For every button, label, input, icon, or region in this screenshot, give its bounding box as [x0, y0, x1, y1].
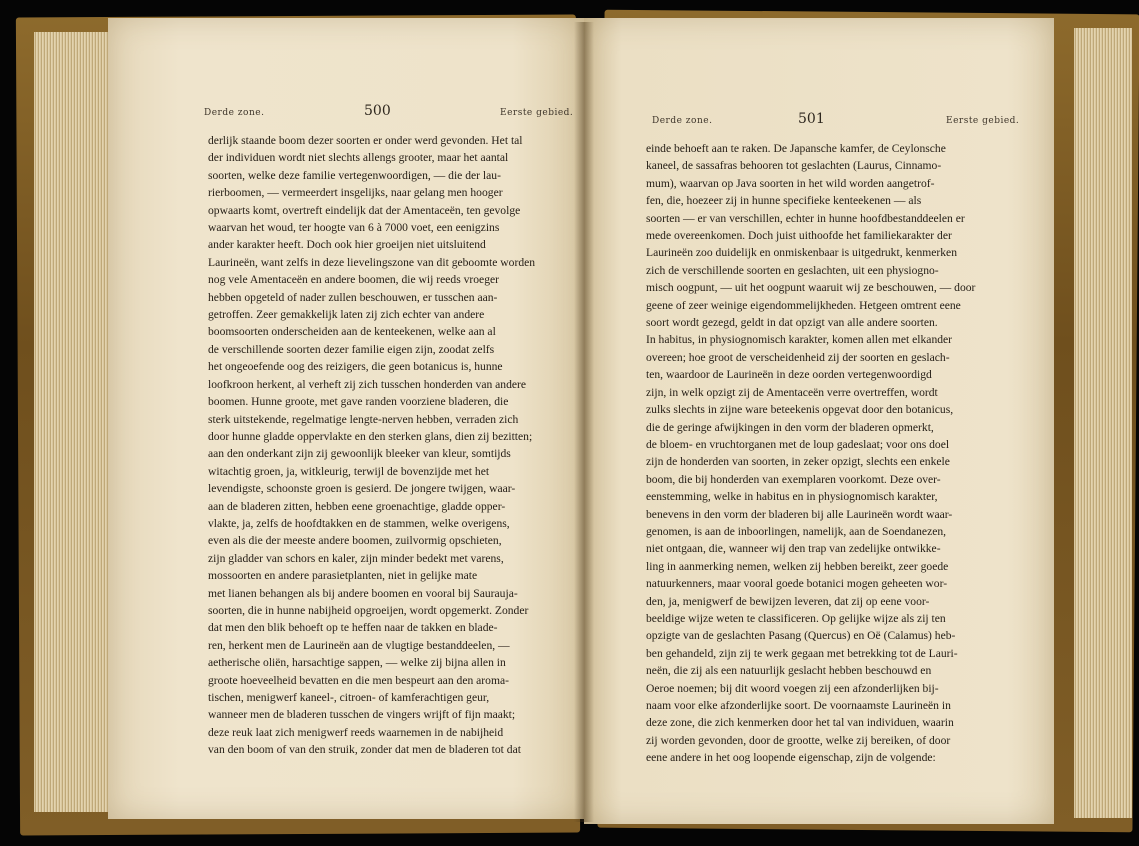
- text-line: eenstemming, welke in habitus en in physiognomisch karakter,: [646, 490, 938, 504]
- text-line: zulks slechts in zijne ware beteekenis opgevat door den botanicus,: [646, 403, 954, 417]
- text-line: wanneer men de bladeren tusschen de vingers wrijft of fijn maakt;: [208, 708, 516, 722]
- text-line: misch oogpunt, — uit het oogpunt waaruit wij ze beschouwen, — door: [646, 281, 976, 295]
- text-line: opwaarts komt, overtreft eindelijk dat der Amentaceën, ten gevolge: [208, 203, 521, 217]
- text-line: rierboomen, — vermeerdert insgelijks, naar gelang men hooger: [208, 186, 503, 200]
- text-line: waarvan het woud, ter hoogte van 6 à 7000 voet, een eenigzins: [208, 221, 500, 235]
- text-line: niet ontgaan, die, wanneer wij den trap van zedelijke ontwikke-: [646, 542, 941, 556]
- text-line: ander karakter heeft. Doch ook hier groeijen niet uitsluitend: [208, 238, 486, 252]
- text-line: soorten — er van verschillen, echter in hunne hoofdbestanddeelen er: [646, 211, 965, 225]
- text-line: den, ja, menigwerf de bewijzen leveren, dat zij op eene voor-: [646, 594, 930, 608]
- text-line: overeen; hoe groot de verscheidenheid zij der soorten en geslach-: [646, 350, 950, 364]
- text-line: boom, die bij honderden van exemplaren voorkomt. Deze over-: [646, 472, 941, 486]
- text-line: even als die der meeste andere boomen, zuilvormig opschieten,: [208, 534, 502, 548]
- text-line: eene andere in het oog loopende eigenschap, zijn de volgende:: [646, 751, 936, 765]
- text-line: deze zone, die zich kenmerken door het tal van individuen, waarin: [646, 716, 954, 730]
- text-line: der individuen wordt niet slechts allengs grooter, maar het aantal: [208, 151, 509, 165]
- text-line: Laurineën, want zelfs in deze lievelingszone van dit geboomte worden: [208, 255, 536, 269]
- right-running-header-right: Eerste gebied.: [946, 116, 1020, 126]
- text-line: het ongeoefende oog des reizigers, die geen botanicus is, hunne: [208, 360, 503, 374]
- text-line: natuurkenners, maar vooral goede botanici mogen geheeten wor-: [646, 577, 948, 591]
- text-line: ren, herkent men de Laurineën aan de vlugtige bestanddeelen, —: [208, 638, 510, 652]
- text-line: hebben opgeteld of nader zullen beschouwen, er tusschen aan-: [208, 290, 498, 304]
- text-line: boomen. Hunne groote, met gave randen voorziene bladeren, die: [208, 395, 509, 409]
- text-line: soorten, die in hunne nabijheid opgroeijen, wordt opgemerkt. Zonder: [208, 603, 529, 617]
- text-line: beeldige wijze weten te classificeren. Op gelijke wijze als zij ten: [646, 611, 946, 625]
- left-page: [108, 18, 584, 819]
- text-line: soort wordt gezegd, geldt in dat opzigt van alle andere soorten.: [646, 316, 938, 330]
- right-page: [584, 18, 1054, 824]
- text-line: nog vele Amentaceën en andere boomen, die wij reeds vroeger: [208, 273, 500, 287]
- text-line: einde behoeft aan te raken. De Japansche kamfer, de Ceylonsche: [646, 142, 946, 155]
- left-page-body: [208, 132, 558, 759]
- text-line: naam voor elke afzonderlijke soort. De voornaamste Laurineën in: [646, 699, 951, 712]
- text-line: aan de bladeren zitten, hebben eene groenachtige, gladde opper-: [208, 499, 506, 513]
- text-line: soorten, welke deze familie vertegenwoordigen, — die der lau-: [208, 168, 501, 182]
- text-line: van den boom of van den struik, zonder dat men de bladeren tot dat: [208, 743, 521, 757]
- text-line: vlakte, ja, zelfs de hoofdtakken en de stammen, welke overigens,: [208, 516, 510, 530]
- text-line: met lianen behangen als bij andere boomen en vooral bij Sauraujа-: [208, 586, 518, 600]
- text-line: benevens in den vorm der bladeren bij alle Laurineën wordt waar-: [646, 507, 953, 521]
- text-line: die de geringe afwijkingen in den vorm der bladeren opmerkt,: [646, 420, 934, 434]
- text-line: boomsoorten onderscheiden aan de kenteekenen, welke aan al: [208, 325, 496, 339]
- text-line: deze reuk laat zich menigwerf reeds waarnemen in de nabijheid: [208, 725, 504, 739]
- text-line: neën, die zij als een natuurlijk geslacht hebben beschouwd en: [646, 664, 932, 678]
- text-line: aetherische oliën, harsachtige sappen, — welke zij bijna allen in: [208, 656, 506, 670]
- book-gutter: [574, 22, 594, 822]
- text-line: derlijk staande boom dezer soorten er onder werd gevonden. Het tal: [208, 134, 523, 147]
- text-line: In habitus, in physiognomisch karakter, komen allen met elkander: [646, 333, 953, 347]
- text-line: loofkroon herkent, al verheft zij zich tusschen honderden van andere: [208, 377, 527, 391]
- text-line: zij worden gevonden, door de grootte, welke zij bereiken, of door: [646, 733, 951, 747]
- right-page-number: 501: [798, 111, 825, 127]
- text-line: zijn, in welk opzigt zij de Amentaceën verre overtreffen, wordt: [646, 385, 938, 399]
- text-line: zijn gladder van schors en kaler, zijn minder bedekt met varens,: [208, 551, 504, 565]
- right-running-header-left: Derde zone.: [652, 116, 713, 126]
- open-book: [18, 8, 1134, 840]
- text-line: door hunne gladde oppervlakte en den sterken glans, dien zij bezitten;: [208, 429, 533, 443]
- text-line: kaneel, de sassafras behooren tot geslachten (Laurus, Cinnamo-: [646, 159, 942, 173]
- text-line: zich de verschillende soorten en geslachten, uit een physiogno-: [646, 263, 939, 277]
- text-line: Laurineën zoo duidelijk en onmiskenbaar is uitgedrukt, kenmerken: [646, 246, 958, 260]
- text-line: ten, waardoor de Laurineën in deze oorden vertegenwoordigd: [646, 368, 932, 382]
- text-line: de verschillende soorten dezer familie eigen zijn, zoodat zelfs: [208, 342, 495, 356]
- text-line: dat men den blik behoeft op te heffen naar de takken en blade-: [208, 621, 498, 635]
- page-edges-right: [1074, 28, 1132, 818]
- text-line: getroffen. Zeer gemakkelijk laten zij zich echter van andere: [208, 308, 485, 322]
- text-line: mum), waarvan op Java soorten in het wild worden aangetrof-: [646, 176, 935, 190]
- text-line: aan den onderkant zijn zij gewoonlijk bleeker van kleur, somtijds: [208, 447, 511, 461]
- text-line: opzigte van de geslachten Pasang (Quercus) en Oë (Calamus) heb-: [646, 629, 956, 643]
- text-line: levendigste, schoonste groen is gesierd. De jongere twijgen, waar-: [208, 482, 516, 496]
- left-running-header-left: Derde zone.: [204, 108, 265, 118]
- right-page-body: [646, 140, 1002, 767]
- left-running-header-right: Eerste gebied.: [500, 108, 574, 118]
- text-line: fen, die, hoezeer zij in hunne specifieke kenteekenen — als: [646, 194, 922, 208]
- text-line: groote hoeveelheid bevatten en die men bespeurt aan den aroma-: [208, 673, 509, 687]
- text-line: mossoorten en andere parasietplanten, niet in gelijke mate: [208, 569, 478, 583]
- text-line: ling in aanmerking nemen, welken zij hebben bereikt, zeer goede: [646, 559, 949, 573]
- text-line: ben gehandeld, zijn zij te werk gegaan met betrekking tot de Lauri-: [646, 646, 958, 660]
- text-line: zijn de honderden van soorten, in zeker opzigt, slechts een enkele: [646, 455, 950, 469]
- text-line: genomen, is aan de inboorlingen, namelijk, aan de Soendanezen,: [646, 524, 947, 538]
- text-line: Oeroe noemen; bij dit woord voegen zij een afzonderlijken bij-: [646, 681, 939, 695]
- text-line: witachtig groen, ja, witkleurig, terwijl de bovenzijde met het: [208, 464, 490, 478]
- left-page-number: 500: [364, 103, 391, 119]
- text-line: tischen, menigwerf kaneel-, citroen- of kamferachtigen geur,: [208, 691, 490, 704]
- text-line: mede overeenkomen. Doch juist uithoofde het familiekarakter der: [646, 229, 952, 243]
- text-line: sterk uitstekende, regelmatige lengte-nerven hebben, verraden zich: [208, 412, 519, 426]
- text-line: geene of zeer weinige eigendommelijkheden. Hetgeen omtrent eene: [646, 298, 961, 312]
- text-line: de bloem- en vruchtorganen met de loup gadeslaat; voor ons doel: [646, 437, 950, 451]
